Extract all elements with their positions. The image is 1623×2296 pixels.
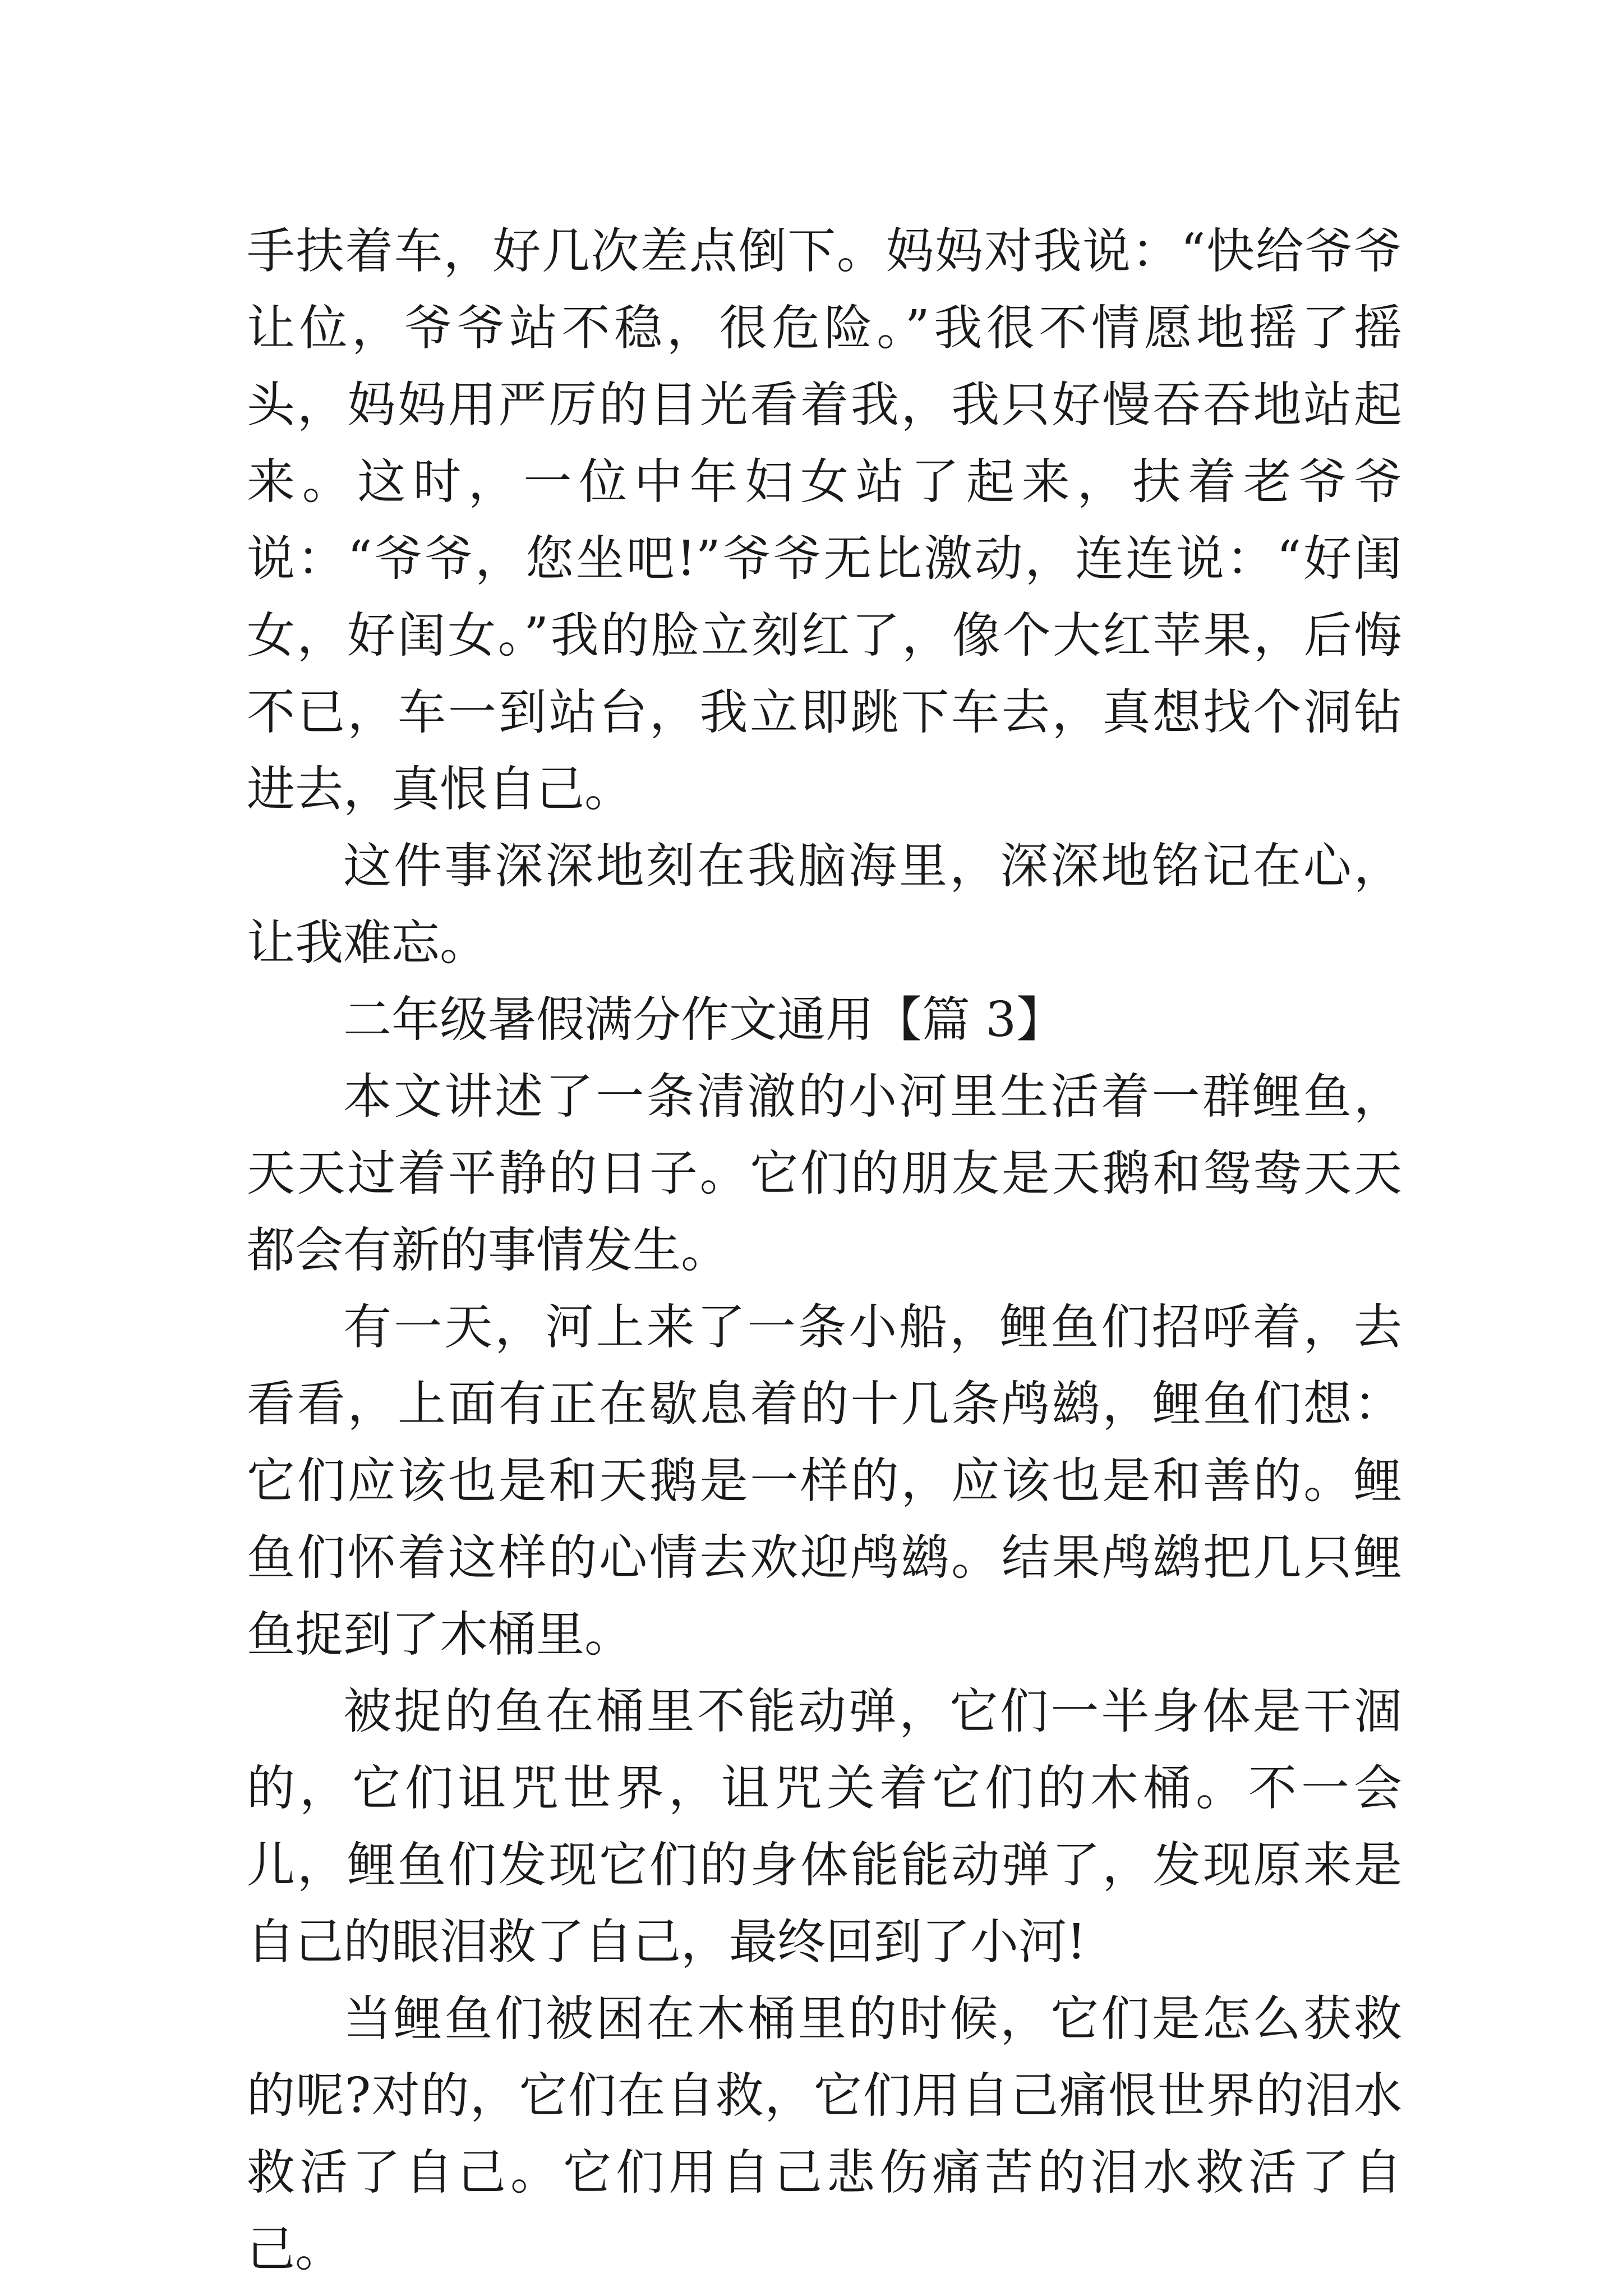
- paragraph: 这件事深深地刻在我脑海里，深深地铭记在心，让我难忘。: [247, 838, 1402, 971]
- paragraph-continuation: 手扶着车，好几次差点倒下。妈妈对我说：“快给爷爷让位，爷爷站不稳，很危险。”我很不情愿地摇了摇头，妈妈用严厉的目光看着我，我只好慢吞吞地站起来。这时，一位中年妇女站了起来，扶着老爷爷说：“爷爷，您坐吧!”爷爷无比激动，连连说：“好闺女，好闺女。”我的脸立刻红了，像个大红苹果，后悔不已，车一到站台，我立即跳下车去，真想找个洞钻进去，真恨自己。: [247, 223, 1402, 817]
- paragraph: 被捉的鱼在桶里不能动弹，它们一半身体是干涸的，它们诅咒世界，诅咒关着它们的木桶。不一会儿，鲤鱼们发现它们的身体能能动弹了，发现原来是自己的眼泪救了自己，最终回到了小河!: [247, 1683, 1402, 1970]
- paragraph: 本文讲述了一条清澈的小河里生活着一群鲤鱼，天天过着平静的日子。它们的朋友是天鹅和鸳鸯天天都会有新的事情发生。: [247, 1069, 1402, 1278]
- paragraph: 当鲤鱼们被困在木桶里的时候，它们是怎么获救的呢?对的，它们在自救，它们用自己痛恨世界的泪水救活了自己。它们用自己悲伤痛苦的泪水救活了自己。: [247, 1991, 1402, 2277]
- document-body: [247, 213, 1402, 2288]
- paragraph: 有一天，河上来了一条小船，鲤鱼们招呼着，去看看，上面有正在歇息着的十几条鸬鹚，鲤鱼们想：它们应该也是和天鹅是一样的，应该也是和善的。鲤鱼们怀着这样的心情去欢迎鸬鹚。结果鸬鹚把几只鲤鱼捉到了木桶里。: [247, 1299, 1402, 1663]
- section-heading: 二年级暑假满分作文通用【篇 3】: [343, 992, 1065, 1048]
